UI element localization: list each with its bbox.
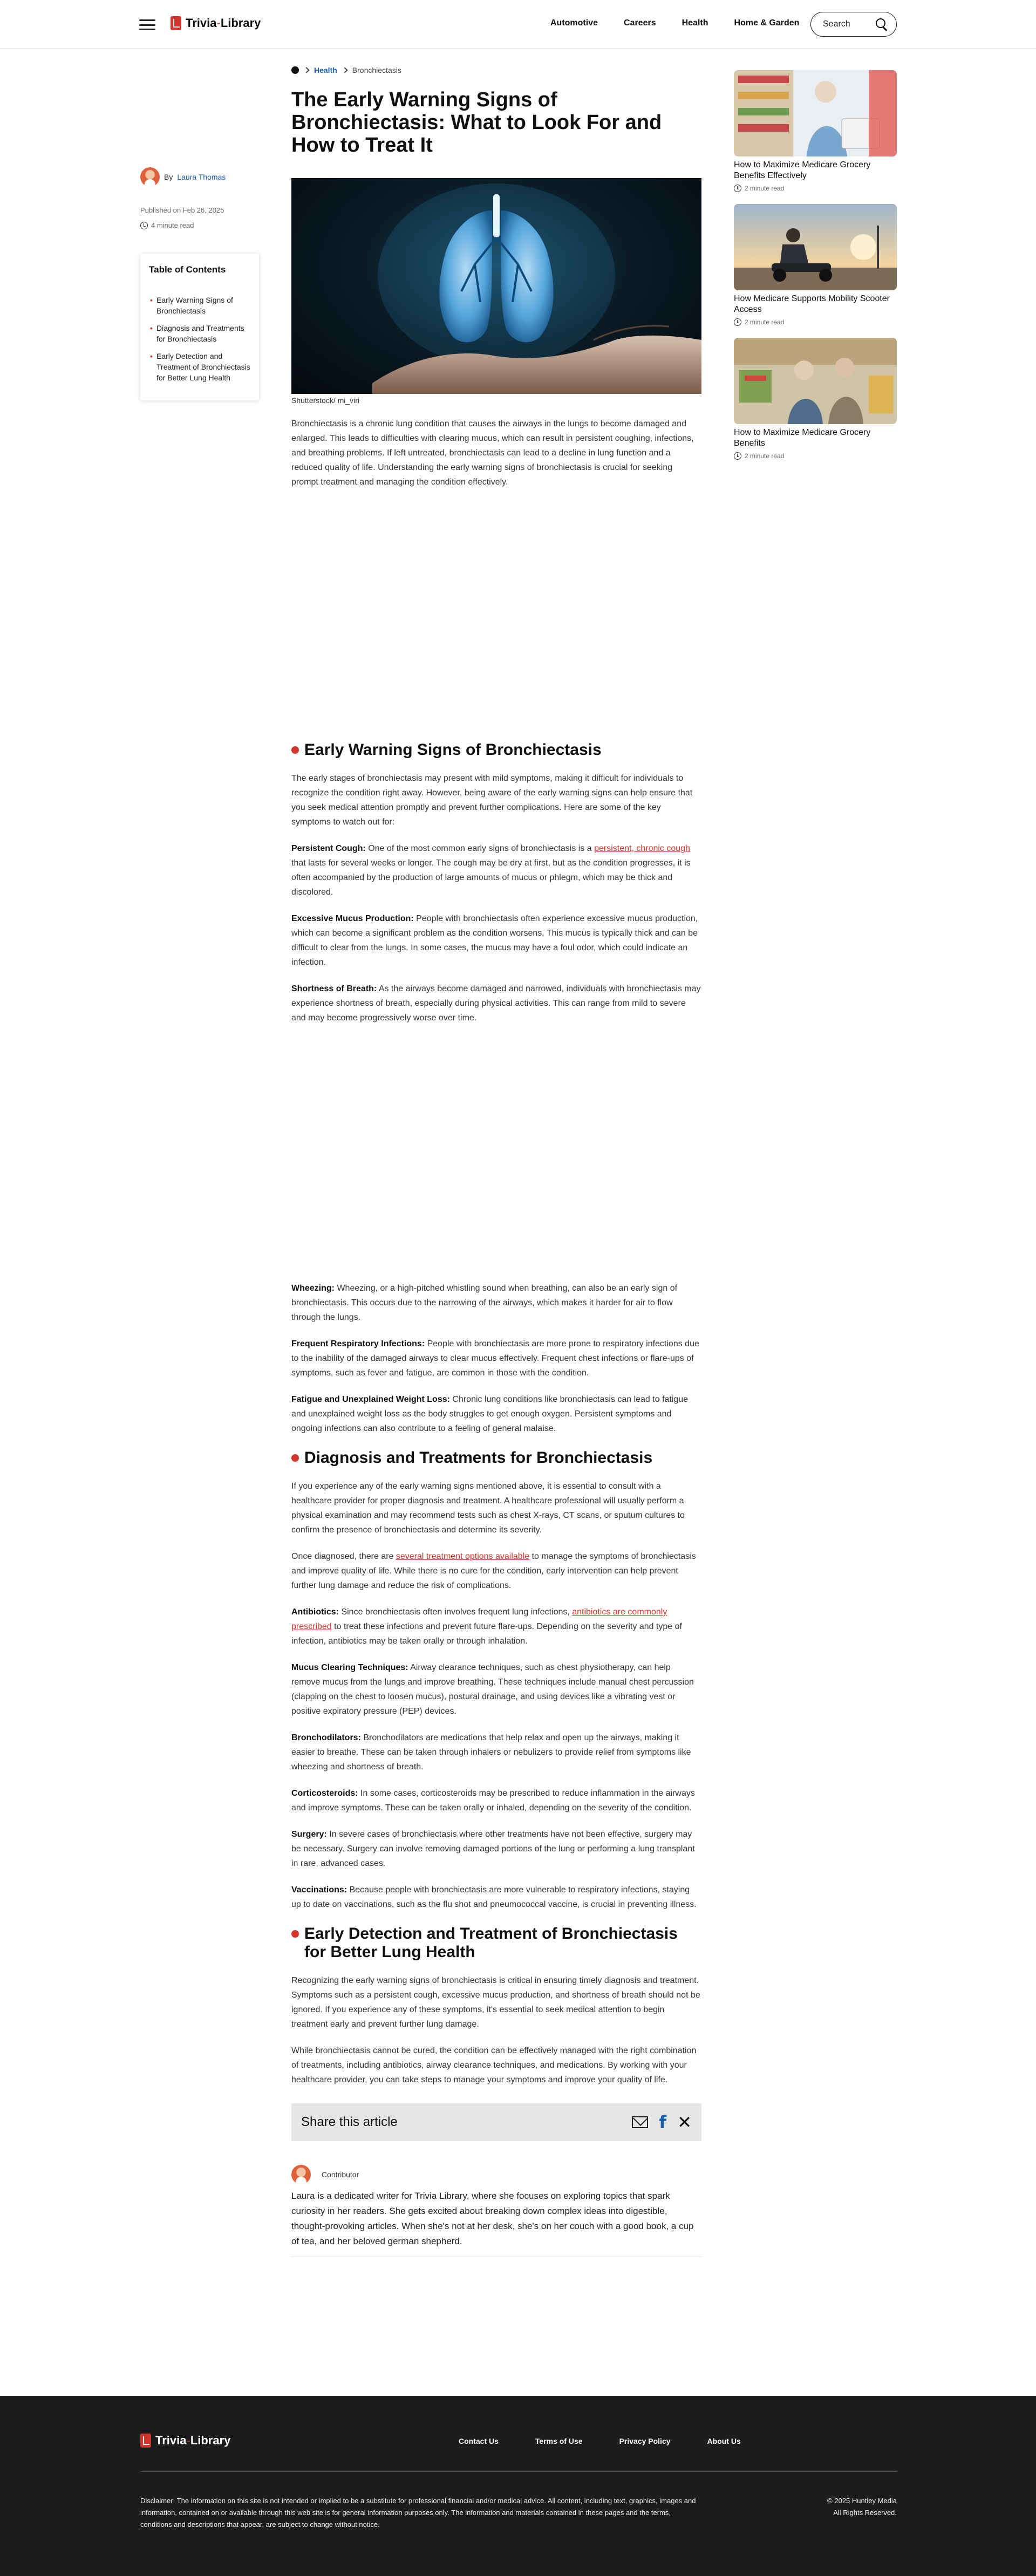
- paragraph: If you experience any of the early warning signs mentioned above, it is essential to consult with a healthcare provider for proper diagnosis and treatment. A healthcare professional will usually perform a physical examination and may recommend tests such as chest X-rays, CT scans, or sputum cultures to confirm the presence of bronchiectasis and determine its severity.: [291, 1482, 685, 1535]
- link-antibiotics[interactable]: antibiotics are commonly prescribed: [291, 1607, 667, 1631]
- avatar: [291, 2165, 311, 2184]
- mobility-scooter-illustration: [734, 204, 897, 290]
- nav-automotive[interactable]: Automotive: [550, 18, 598, 28]
- related-card[interactable]: [734, 70, 897, 192]
- contributor-label: Contributor: [322, 2170, 359, 2179]
- related-card-title[interactable]: How to Maximize Medicare Grocery Benefits Effectively: [734, 160, 871, 180]
- breadcrumb-current: Bronchiectasis: [352, 66, 401, 74]
- nav-home-garden[interactable]: Home & Garden: [734, 18, 800, 28]
- footer-copyright: © 2025 Huntley Media All Rights Reserved.: [827, 2497, 897, 2517]
- related-card-title[interactable]: How to Maximize Medicare Grocery Benefits: [734, 428, 871, 448]
- nav-careers[interactable]: Careers: [624, 18, 656, 28]
- footer-link-about[interactable]: About Us: [707, 2437, 741, 2445]
- contributor-bio: Laura is a dedicated writer for Trivia Library, where she focuses on exploring topics that spark curiosity in her readers. She gets excited about breaking down complex ideas into digestible, thought-provoking articles. When she's not at her desk, she's on her couch with a good book, a cup of tea, and her beloved german shepherd.: [291, 2191, 694, 2246]
- hero-image: [291, 178, 701, 394]
- grocery-couple-illustration: [734, 338, 897, 424]
- chevron-right-icon: [342, 67, 347, 73]
- email-share-icon[interactable]: [632, 2116, 648, 2128]
- site-logo[interactable]: Trivia-Library: [171, 16, 261, 30]
- breadcrumb-category[interactable]: Health: [314, 66, 337, 74]
- paragraph: While bronchiectasis cannot be cured, the condition can be effectively managed with the right combination of treatments, including antibiotics, airway clearance techniques, and medications. By working with your healthcare provider, you can take steps to manage your symptoms and improve your quality of life.: [291, 2046, 697, 2084]
- footer-nav: [459, 2437, 741, 2445]
- search-icon: [876, 18, 888, 30]
- related-card-title[interactable]: How Medicare Supports Mobility Scooter Access: [734, 294, 890, 314]
- home-icon[interactable]: [291, 66, 299, 74]
- related-card-read-time: 2 minute read: [734, 185, 897, 192]
- related-card-image[interactable]: [734, 338, 897, 424]
- clock-icon: [140, 222, 148, 229]
- lungs-in-hand-illustration: [291, 178, 701, 394]
- section-heading-early-detection: Early Detection and Treatment of Bronchiectasis for Better Lung Health: [291, 1925, 701, 1961]
- section-heading-warning-signs: Early Warning Signs of Bronchiectasis: [291, 741, 701, 759]
- section-heading-diagnosis: Diagnosis and Treatments for Bronchiectasis: [291, 1449, 701, 1467]
- paragraph-shortness-of-breath: Shortness of Breath: As the airways become damaged and narrowed, individuals with bronchiectasis may experience shortness of breath, especially during physical activities. This can range from mild to severe and may become progressively worse over time.: [291, 984, 701, 1023]
- footer-logo[interactable]: Trivia-Library: [140, 2434, 230, 2448]
- paragraph-surgery: Surgery: In severe cases of bronchiectasis where other treatments have not been effective, surgery may be necessary. Surgery can involve removing damaged portions of the lung or performing a lung transplant in rare, advanced cases.: [291, 1830, 695, 1868]
- image-caption: Shutterstock/ mi_viri: [291, 396, 360, 405]
- clock-icon: [734, 185, 741, 192]
- published-date: Published on Feb 26, 2025: [140, 206, 224, 214]
- toc-title: Table of Contents: [149, 264, 226, 275]
- chevron-right-icon: [303, 67, 309, 73]
- related-articles: [734, 70, 897, 472]
- paragraph-antibiotics: Antibiotics: Since bronchiectasis often involves frequent lung infections, antibiotics are commonly prescribed to treat these infections and prevent future flare-ups. Depending on the severity and type of infection, antibiotics may be taken orally or through inhalation.: [291, 1607, 682, 1646]
- clock-icon: [734, 318, 741, 326]
- grocery-shopping-illustration: [734, 70, 897, 156]
- page-title: The Early Warning Signs of Bronchiectasis: What to Look For and How to Treat It: [291, 88, 662, 156]
- footer-disclaimer: Disclaimer: The information on this site is not intended or implied to be a substitute for professional financial and/or medical advice. All content, including text, graphics, images and information, contained on or available through this web site is for general information purposes only. The information and materials contained in these pages and the terms, conditions and descriptions that appear, are subject to change without notice.: [140, 2497, 696, 2529]
- read-time: 4 minute read: [140, 221, 194, 229]
- share-bar: [291, 2103, 701, 2141]
- share-title: Share this article: [301, 2115, 398, 2129]
- author-link[interactable]: Laura Thomas: [177, 173, 226, 181]
- table-of-contents: [140, 254, 259, 400]
- site-header: [0, 0, 1036, 49]
- paragraph-vaccinations: Vaccinations: Because people with bronchiectasis are more vulnerable to respiratory infections, staying up to date on vaccinations, such as the flu shot and pneumococcal vaccine, is crucial in preventing illness.: [291, 1885, 697, 1909]
- paragraph-mucus: Excessive Mucus Production: People with bronchiectasis often experience excessive mucus production, which can become a significant problem as the condition worsens. This mucus is typically thick and can be difficult to clear from the lungs. In some cases, the mucus may have a foul odor, which could indicate an infection.: [291, 914, 698, 967]
- menu-icon[interactable]: [139, 19, 155, 30]
- toc-item[interactable]: • Early Detection and Treatment of Bronchiectasis for Better Lung Health: [149, 351, 250, 383]
- site-footer: [0, 2396, 1036, 2576]
- paragraph-fatigue: Fatigue and Unexplained Weight Loss: Chronic lung conditions like bronchiectasis can lead to fatigue and unexplained weight loss as the body struggles to get enough oxygen. Persistent symptoms and ongoing infections can also contribute to a feeling of general malaise.: [291, 1395, 689, 1433]
- footer-link-terms[interactable]: Terms of Use: [535, 2437, 583, 2445]
- author-byline: By Laura Thomas: [140, 167, 226, 187]
- paragraph: Recognizing the early warning signs of bronchiectasis is critical in ensuring timely diagnosis and treatment. Symptoms such as a persistent cough, excessive mucus production, and shortness of breath should not be ignored. If you experience any of these symptoms, it's essential to seek medical attention to begin treatment early and prevent further lung damage.: [291, 1976, 700, 2029]
- x-share-icon[interactable]: ✕: [677, 2112, 692, 2132]
- toc-item[interactable]: • Early Warning Signs of Bronchiectasis: [149, 295, 250, 316]
- paragraph-corticosteroids: Corticosteroids: In some cases, corticosteroids may be prescribed to reduce inflammation in the airways and improve symptoms. These can be taken orally or inhaled, depending on the severity of the condition.: [291, 1789, 695, 1812]
- paragraph-wheezing: Wheezing: Wheezing, or a high-pitched whistling sound when breathing, can also be an early sign of bronchiectasis. This occurs due to the narrowing of the airways, which makes it harder for air to flow through the lungs.: [291, 1284, 678, 1322]
- related-card-image[interactable]: [734, 204, 897, 290]
- search-button[interactable]: [810, 12, 897, 37]
- logo-icon: [140, 2434, 151, 2448]
- paragraph-bronchodilators: Bronchodilators: Bronchodilators are medications that help relax and open up the airways, making it easier to breathe. These can be taken through inhalers or nebulizers to provide relief from symptoms like wheezing and shortness of breath.: [291, 1733, 691, 1771]
- nav-health[interactable]: Health: [681, 18, 708, 28]
- related-card[interactable]: [734, 204, 897, 326]
- clock-icon: [734, 452, 741, 460]
- contributor-block: [291, 2165, 701, 2184]
- footer-link-contact[interactable]: Contact Us: [459, 2437, 499, 2445]
- related-card-read-time: 2 minute read: [734, 452, 897, 460]
- article: [291, 65, 701, 2257]
- related-card-image[interactable]: [734, 70, 897, 156]
- related-card[interactable]: [734, 338, 897, 460]
- toc-item[interactable]: • Diagnosis and Treatments for Bronchiectasis: [149, 323, 250, 344]
- paragraph-infections: Frequent Respiratory Infections: People with bronchiectasis are more prone to respiratory infections due to the inability of the damaged airways to clear mucus effectively. Frequent chest infections or flare-ups of symptoms, such as fever and fatigue, are common in those with the condition.: [291, 1339, 699, 1378]
- paragraph: The early stages of bronchiectasis may present with mild symptoms, making it difficult for individuals to recognize the condition right away. However, being aware of the early warning signs can help ensure that you seek medical attention promptly and prevent further complications. Here are some of the key symptoms to watch out for:: [291, 774, 693, 827]
- facebook-share-icon[interactable]: f: [659, 2112, 667, 2132]
- related-card-read-time: 2 minute read: [734, 318, 897, 326]
- search-label: Search: [823, 19, 850, 29]
- paragraph: Once diagnosed, there are several treatment options available to manage the symptoms of bronchiectasis and improve quality of life. While there is no cure for the condition, early intervention can help prevent further lung damage and reduce the risk of complications.: [291, 1552, 696, 1590]
- breadcrumb: [291, 65, 701, 76]
- footer-divider: [140, 2471, 897, 2472]
- logo-icon: [171, 16, 181, 30]
- footer-link-privacy[interactable]: Privacy Policy: [619, 2437, 671, 2445]
- link-persistent-cough[interactable]: persistent, chronic cough: [594, 844, 690, 853]
- paragraph-mucus-clearing: Mucus Clearing Techniques: Airway clearance techniques, such as chest physiotherapy, can help remove mucus from the lungs and improve breathing. These techniques include manual chest percussion (clapping on the chest to loosen mucus), postural drainage, and using devices like a vibrating vest or positive expiratory pressure (PEP) devices.: [291, 1663, 694, 1716]
- main-nav: [550, 18, 799, 28]
- link-treatment-options[interactable]: several treatment options available: [396, 1552, 530, 1561]
- paragraph-persistent-cough: Persistent Cough: One of the most common early signs of bronchiectasis is a persistent, chronic cough that lasts for several weeks or longer. The cough may be dry at first, but as the condition progresses, it is often accompanied by the production of large amounts of mucus or phlegm, which may be thick and discolored.: [291, 844, 691, 897]
- avatar: [140, 167, 160, 187]
- intro-paragraph: Bronchiectasis is a chronic lung condition that causes the airways in the lungs to become damaged and enlarged. This leads to difficulties with clearing mucus, which can result in persistent coughing, infections, and breathing problems. If left untreated, bronchiectasis can lead to a decline in lung function and a reduced quality of life. Understanding the early warning signs of bronchiectasis is crucial for seeking prompt treatment and managing the condition effectively.: [291, 419, 694, 487]
